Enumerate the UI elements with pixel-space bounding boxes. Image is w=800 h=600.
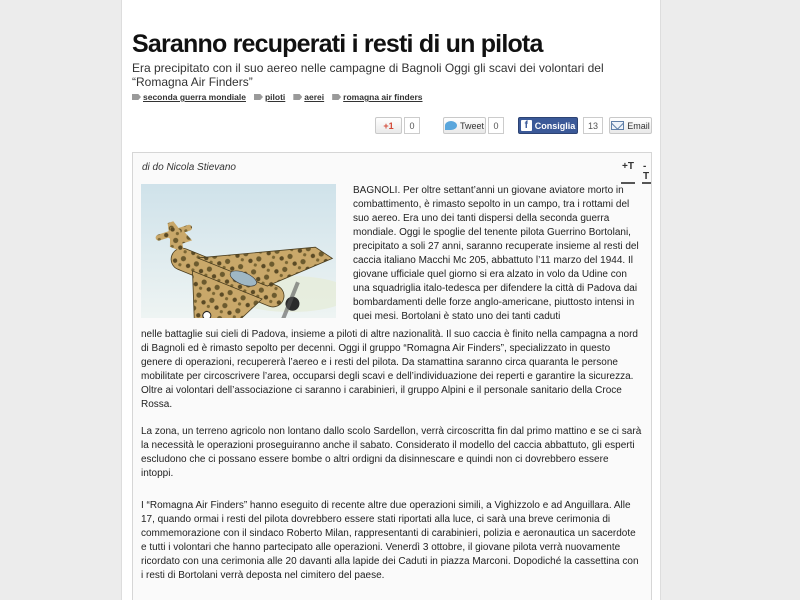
article-photo (141, 184, 336, 318)
article-author: di do Nicola Stievano (142, 162, 236, 173)
tag-icon (254, 94, 263, 100)
warplane-illustration (141, 184, 336, 318)
tag-label: piloti (264, 92, 286, 102)
article-title: Saranno recuperati i resti di un pilota (132, 30, 543, 58)
article-paragraph-2: La zona, un terreno agricolo non lontano dallo scolo Sardellon, verrà circoscritta fin dal primo mattino e se ci sarà la necessità le operazioni proseguiranno anche il sabato. Considerato il modello del caccia abbattuto, gli esperti escludono che ci possano essere bombe o altri ordigni da disinnescare e quindi non ci dovrebbero essere intoppi. (141, 426, 642, 479)
tag-link[interactable] (254, 91, 285, 103)
google-plus-icon: +1 (383, 120, 394, 131)
tag-link[interactable] (293, 91, 324, 103)
article-paragraph-3: I “Romagna Air Finders” hanno eseguito di recente altre due operazioni simili, a Vighizzolo e ad Anguillara. Alle 17, quando ormai i resti del pilota dovrebbero essere stati riportati alla luce, ci sarà una breve cerimonia di commemorazione con il sindaco Roberto Milan, rappresentanti di carabinieri, polizia e aeronautica un sacerdote e tutti i volontari che hanno partecipato alle operazioni. Venerdì 3 ottobre, il giovane pilota verrà nuovamente ricordato con una cerimonia alle 20 davanti alla lapide dei Caduti in piazza Marconi. Dopodiché la cassettina con i resti di Bortolani verrà deposta nel cimitero del paese. (141, 500, 639, 581)
paragraph-continued-text: nelle battaglie sui cieli di Padova, insieme a piloti di altre nazionalità. Il suo caccia è finito nella campagna a nord di Bagnoli ed è rimasto sepolto per decenni. Oggi il gruppo “Romagna Air Finders”, specializzato in questo genere di operazioni, recupererà l’aereo e i resti del pilota. Da stamattina saranno circa quaranta le persone mobilitate per circoscrivere l’area, occuparsi degli scavi e dell’individuazione dei reperti e garantire la sicurezza. Oltre ai volontari dell’associazione ci saranno i carabinieri, il gruppo Alpini e il personale sanitario della Croce Rossa. (141, 329, 638, 410)
facebook-recommend-button[interactable] (518, 117, 578, 134)
tag-link[interactable] (332, 91, 422, 103)
google-plus-button[interactable] (375, 117, 402, 134)
facebook-count: 13 (583, 117, 603, 134)
email-icon (611, 121, 624, 130)
paragraph-wrapped-text: BAGNOLI. Per oltre settant’anni un giovane aviatore morto in combattimento, è rimasto sepolto in un campo, tra i rottami del suo aereo. Era uno dei tanti dispersi della seconda guerra mondiale. Oggi le spoglie del tenente pilota Guerrino Bortolani, precipitato a soli 27 anni, saranno recuperate insieme al resti del caccia italiano Macchi Mc 205, abbattuto l’11 marzo del 1944. Il giovane ufficiale quel giorno si era alzato in volo da Udine con una squadriglia italo-tedesca per difendere la città di Padova dai bombardamenti delle forze anglo-americane, piuttosto intensi in quei mesi. Bortolani è stato uno dei tanti caduti (353, 185, 639, 322)
email-label: Email (627, 120, 650, 131)
article-body (132, 152, 652, 600)
font-increase-button[interactable]: +T (621, 162, 635, 184)
tag-icon (332, 94, 341, 100)
tag-link[interactable] (132, 91, 246, 103)
facebook-icon: f (521, 120, 532, 131)
tag-list (132, 91, 431, 103)
tag-icon (132, 94, 141, 100)
tag-label: seconda guerra mondiale (143, 92, 246, 102)
font-size-controls (614, 162, 651, 184)
tweet-count: 0 (488, 117, 504, 134)
google-plus-count: 0 (404, 117, 420, 134)
tweet-label: Tweet (459, 120, 484, 131)
tag-icon (293, 94, 302, 100)
font-decrease-button[interactable]: -T (642, 161, 650, 182)
twitter-bird-icon (445, 121, 457, 130)
email-button[interactable] (609, 117, 652, 134)
tag-label: romagna air finders (343, 92, 423, 102)
article-page (121, 0, 661, 600)
tag-label: aerei (304, 92, 325, 102)
article-subtitle: Era precipitato con il suo aereo nelle campagne di Bagnoli Oggi gli scavi dei volontari del “Romagna Air Finders” (132, 61, 604, 89)
tweet-button[interactable] (443, 117, 486, 134)
facebook-label: Consiglia (534, 120, 576, 131)
